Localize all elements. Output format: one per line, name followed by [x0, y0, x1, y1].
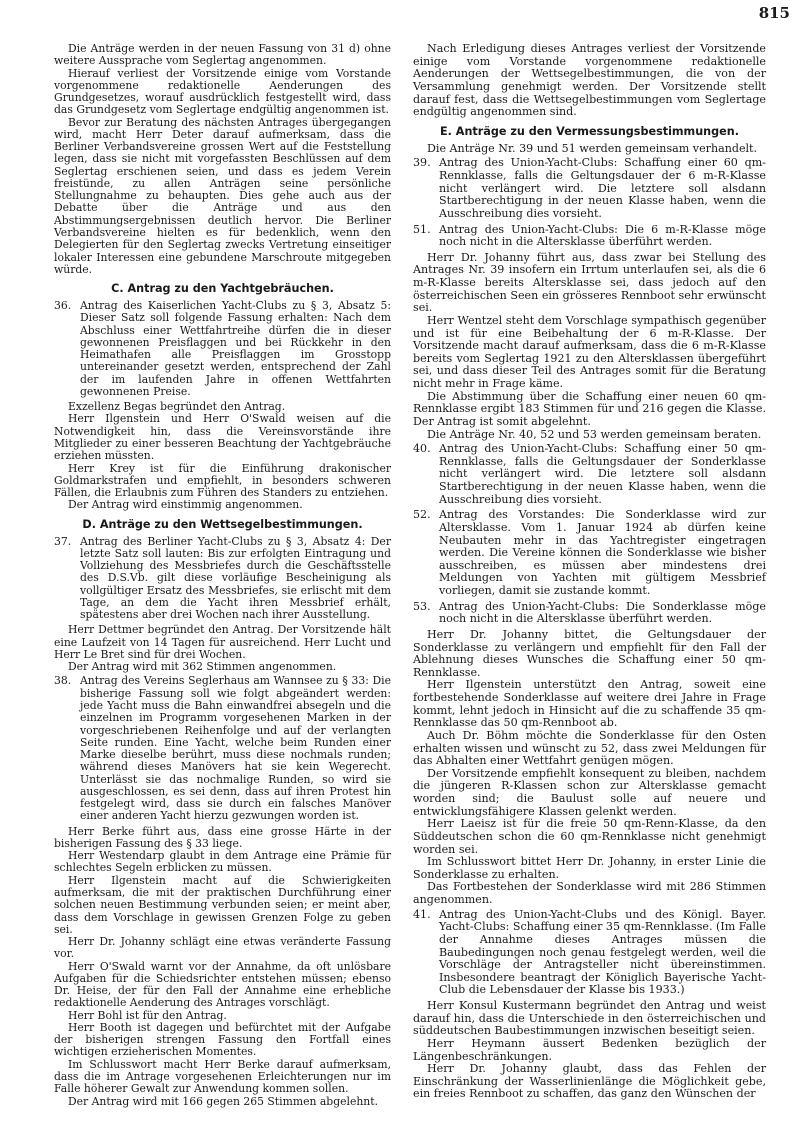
paragraph: Exzellenz Begas begründet den Antrag. — [68, 400, 286, 414]
motion-number: 37. — [54, 534, 72, 548]
paragraph: Im Schlusswort macht Herr Berke darauf aufmerksam, dass die im Antrage vorgesehenen Erleichterungen nur im Falle höherer Gewalt zur Anwendung kommen sollen. — [54, 1057, 391, 1096]
paragraph: Herr Wentzel steht dem Vorschlage sympathisch gegenüber und ist für eine Beibehaltung der 6 m-R-Klasse. Der Vorsitzende macht darauf aufmerksam, dass die 6 m-R-Klasse bereits vom Seglertag 1921 zu den Altersklassen übergeführt sei, und dass dieser Teil des Antrages somit für die Beratung nicht mehr in Frage käme. — [413, 313, 766, 390]
motion-text: Antrag des Kaiserlichen Yacht-Clubs zu § 3, Absatz 5: Dieser Satz soll folgende Fassung erhalten: Nach dem Abschluss einer Wettfahrtreihe dürfen die in dieser gewonnenen Preisflaggen und bei Rückkehr in den Heimathafen alle Preisflaggen im Grosstopp untereinander gesetzt werden, entsprechend der Zahl der im laufenden Jahre in offenen Wettfahrten gewonnenen Preise. — [80, 299, 391, 398]
paragraph: Herr Laeisz ist für die freie 50 qm-Renn-Klasse, da den Süddeutschen schon die 60 qm-Rennklasse nicht genehmigt worden sei. — [413, 817, 766, 856]
motion-number: 51. — [413, 222, 431, 236]
motion-text: Antrag des Union-Yacht-Clubs: Die Sonderklasse möge noch nicht in die Altersklasse überführt werden. — [439, 599, 766, 626]
paragraph: Der Antrag wird mit 166 gegen 265 Stimmen abgelehnt. — [68, 1094, 379, 1108]
paragraph: Auch Dr. Böhm möchte die Sonderklasse für den Osten erhalten wissen und wünscht zu 52, dass zwei Meldungen für das Abhalten einer Wettfahrt genügen mögen. — [413, 728, 766, 768]
paragraph: Der Vorsitzende empfiehlt konsequent zu bleiben, nachdem die jüngeren R-Klassen schon zur Altersklasse gemacht worden sind; die Baulust solle auf neuere und entwicklungsfähigere Klassen gelenkt werden. — [413, 766, 766, 818]
motion-text: Antrag des Vereins Seglerhaus am Wannsee zu § 33: Die bisherige Fassung soll wie folgt abgeändert werden: jede Yacht muss die Bahn einwandfrei absegeln und die einzelnen im Programm vorgesehenen Marken in der vorgeschriebenen Reihenfolge und auf der verlangten Seite runden. Eine Yacht, welche beim Runden einer Marke dieselbe berührt, muss diese nochmals runden; während dieses Manövers hat sie kein Wegerecht. Unterlässt sie das nochmalige Runden, so wird sie ausgeschlossen, es sei denn, dass auf ihren Protest hin festgelegt wird, dass sie durch ein falsches Manöver einer anderen Yacht hierzu gezwungen worden ist. — [80, 674, 391, 823]
paragraph: Herr Ilgenstein macht auf die Schwierigkeiten aufmerksam, die mit der praktischen Durchführung einer solchen neuen Bestimmung verbunden seien; er meint aber, dass dem Vorschlage in gewissen Grenzen Folge zu geben sei. — [54, 873, 391, 936]
motion-number: 53. — [413, 599, 431, 613]
paragraph: Herr O'Swald warnt vor der Annahme, da oft unlösbare Aufgaben für die Schiedsrichter entstehen müssen; ebenso Dr. Heise, der für den Fall der Annahme eine erhebliche redaktionelle Aenderung des Antrages vorschlägt. — [54, 959, 391, 1010]
section-heading: D. Anträge zu den Wettsegelbestimmungen. — [82, 517, 363, 531]
motion-item — [54, 536, 391, 622]
section-heading: E. Anträge zu den Vermessungsbestimmungen. — [440, 124, 739, 138]
motion-item — [54, 675, 391, 822]
motion-number: 52. — [413, 508, 431, 522]
paragraph: Herr Heymann äussert Bedenken bezüglich der Längenbeschränkungen. — [413, 1036, 766, 1063]
paragraph: Die Anträge Nr. 40, 52 und 53 werden gemeinsam beraten. — [427, 427, 762, 441]
paragraph: Herr Dr. Johanny schlägt eine etwas veränderte Fassung vor. — [54, 935, 391, 961]
section-heading: C. Antrag zu den Yachtgebräuchen. — [111, 282, 334, 296]
paragraph: Herr Konsul Kustermann begründet den Antrag und weist darauf hin, dass die Unterschiede in den österreichischen und süddeutschen Baubestimmungen inzwischen beseitigt seien. — [413, 999, 766, 1038]
paragraph: Herr Bohl ist für den Antrag. — [68, 1008, 227, 1022]
paragraph: Die Anträge Nr. 39 und 51 werden gemeinsam verhandelt. — [427, 141, 758, 155]
motion-text: Antrag des Union-Yacht-Clubs und des Königl. Bayer. Yacht-Clubs: Schaffung einer 35 qm-Rennklasse. (Im Falle der Annahme dieses Antrages müssen die Baubedingungen noch genau festgelegt werden, weil die Vorschläge der Antragsteller nicht übereinstimmen. Insbesondere beantragt der Königlich Bayerische Yacht-Club die Lebensdauer der Klasse bis 1933.) — [439, 907, 766, 997]
paragraph: Das Fortbestehen der Sonderklasse wird mit 286 Stimmen angenommen. — [413, 880, 766, 906]
left-column — [54, 43, 391, 1108]
right-column — [413, 43, 766, 1101]
motion-text: Antrag des Union-Yacht-Clubs: Schaffung einer 50 qm-Rennklasse, falls die Geltungsdauer der Sonderklasse nicht verlängert wird. Die letztere soll alsdann Startberechtigung in der neuen Klasse haben, wenn die Ausschreibung dies vorsieht. — [439, 442, 766, 506]
paragraph: Herr Ilgenstein und Herr O'Swald weisen auf die Notwendigkeit hin, dass die Vereinsvorstände ihre Mitglieder zu einer besseren Beachtung der Yachtgebräuche erziehen müssten. — [54, 412, 391, 463]
motion-text: Antrag des Vorstandes: Die Sonderklasse wird zur Altersklasse. Vom 1. Januar 1924 ab dürfen keine Neubauten mehr in das Yachtregister eingetragen werden. Die Vereine können die Sonderklasse wie bisher ausschreiben, es müssen aber mindestens drei Meldungen von Yachten mit gültigem Messbrief vorliegen, damit sie zustande kommt. — [439, 508, 766, 597]
paragraph: Herr Dr. Johanny glaubt, dass das Fehlen der Einschränkung der Wasserlinienlänge die Möglichkeit gebe, ein freies Rennboot zu schaffen, das ganz den Wünschen der — [413, 1062, 766, 1101]
motion-text: Antrag des Union-Yacht-Clubs: Schaffung einer 60 qm-Rennklasse, falls die Geltungsdauer der 6 m-R-Klasse nicht verlängert wird. Die letztere soll alsdann Startberechtigung in der neuen Klasse haben, wenn die Ausschreibung dies vorsieht. — [439, 156, 766, 220]
motion-item — [413, 509, 766, 597]
paragraph: Herr Westendarp glaubt in dem Antrage eine Prämie für schlechtes Segeln erblicken zu müssen. — [54, 849, 391, 875]
paragraph: Herr Berke führt aus, dass eine grosse Härte in der bisherigen Fassung des § 33 liege. — [54, 824, 391, 850]
paragraph: Im Schlusswort bittet Herr Dr. Johanny, in erster Linie die Sonderklasse zu erhalten. — [413, 855, 766, 881]
motion-number: 36. — [54, 299, 72, 313]
paragraph: Herr Ilgenstein unterstützt den Antrag, soweit eine fortbestehende Sonderklasse auf weitere drei Jahre in Frage kommt, lehnt jedoch in Hinsicht auf die zu schaffende 35 qm-Rennklasse das 50 qm-Rennboot ab. — [413, 678, 766, 730]
paragraph: Herr Dettmer begründet den Antrag. Der Vorsitzende hält eine Laufzeit von 14 Tagen für ausreichend. Herr Lucht und Herr Le Bret sind für drei Wochen. — [54, 623, 391, 661]
motion-item — [413, 909, 766, 997]
motion-number: 40. — [413, 442, 431, 456]
motion-number: 38. — [54, 674, 72, 688]
motion-text: Antrag des Union-Yacht-Clubs: Die 6 m-R-Klasse möge noch nicht in die Altersklasse überführt werden. — [439, 222, 766, 249]
paragraph: Die Abstimmung über die Schaffung einer neuen 60 qm-Rennklasse ergibt 183 Stimmen für und 216 gegen die Klasse. Der Antrag ist somit abgelehnt. — [413, 389, 766, 428]
paragraph: Hierauf verliest der Vorsitzende einige vom Vorstande vorgenommene redaktionelle Aenderungen des Grundgesetzes, worauf ausdrücklich festgestellt wird, dass das Grundgesetz vom Seglertage endgültig angenommen ist. — [54, 66, 391, 117]
paragraph: Die Anträge werden in der neuen Fassung von 31 d) ohne weitere Aussprache vom Seglertag angenommen. — [54, 42, 391, 68]
page-number: 815 — [758, 4, 790, 22]
paragraph: Herr Krey ist für die Einführung drakonischer Goldmarkstrafen und empfiehlt, in besonders schweren Fällen, die Erlaubnis zum Führen des Standers zu entziehen. — [54, 461, 391, 500]
motion-item — [413, 224, 766, 249]
paragraph: Bevor zur Beratung des nächsten Antrages übergegangen wird, macht Herr Deter darauf aufmerksam, dass die Berliner Verbandsvereine grossen Wert auf die Feststellung legen, dass sie nicht mit vorgefassten Beschlüssen auf dem Seglertag erschienen seien, und dass es jedem Verein freistünde, zu allen Anträgen seine persönliche Stellungnahme zu behaupten. Dies gehe auch aus der Debatte über die Anträge und aus den Abstimmungsergebnissen deutlich hervor. Die Berliner Verbandsvereine hielten es für bedenklich, wenn den Delegierten für den Seglertag zwecks Vertretung einseitiger lokaler Interessen eine gebundene Marschroute mitgegeben würde. — [54, 115, 391, 276]
paragraph: Nach Erledigung dieses Antrages verliest der Vorsitzende einige vom Vorstande vorgenommene redaktionelle Aenderungen der Wettsegelbestimmungen, die von der Versammlung genehmigt werden. Der Vorsitzende stellt darauf fest, dass die Wettsegelbestimmungen vom Seglertage endgültig angenommen sind. — [413, 42, 766, 119]
motion-item — [54, 300, 391, 398]
motion-item — [413, 157, 766, 220]
motion-number: 39. — [413, 156, 431, 170]
motion-text: Antrag des Berliner Yacht-Clubs zu § 3, Absatz 4: Der letzte Satz soll lauten: Bis zur erfolgten Eintragung und Vollziehung des Messbriefes durch die Geschäftsstelle des D.S.Vb. gilt diese vorläufige Bescheinigung als vollgültiger Ersatz des Messbriefes, sie erlischt mit dem Tage, an dem die Yacht ihren Messbrief erhält, spätestens aber drei Wochen nach ihrer Ausstellung. — [80, 534, 391, 622]
motion-item — [413, 443, 766, 506]
paragraph: Herr Dr. Johanny führt aus, dass zwar bei Stellung des Antrages Nr. 39 insofern ein Irrtum unterlaufen sei, als die 6 m-R-Klasse bereits Altersklasse sei, dass jedoch auf den österreichischen Seen ein grösseres Rennboot sehr erwünscht sei. — [413, 250, 766, 315]
motion-number: 41. — [413, 907, 431, 921]
paragraph: Der Antrag wird mit 362 Stimmen angenommen. — [68, 660, 337, 674]
paragraph: Herr Dr. Johanny bittet, die Geltungsdauer der Sonderklasse zu verlängern und empfiehlt für den Fall der Ablehnung dieses Wunsches die Schaffung einer 50 qm-Rennklasse. — [413, 627, 766, 679]
motion-item — [413, 601, 766, 626]
paragraph: Herr Booth ist dagegen und befürchtet mit der Aufgabe der bisherigen strengen Fassung den Fortfall eines wichtigen erzieherischen Momentes. — [54, 1020, 391, 1059]
paragraph: Der Antrag wird einstimmig angenommen. — [68, 498, 303, 512]
